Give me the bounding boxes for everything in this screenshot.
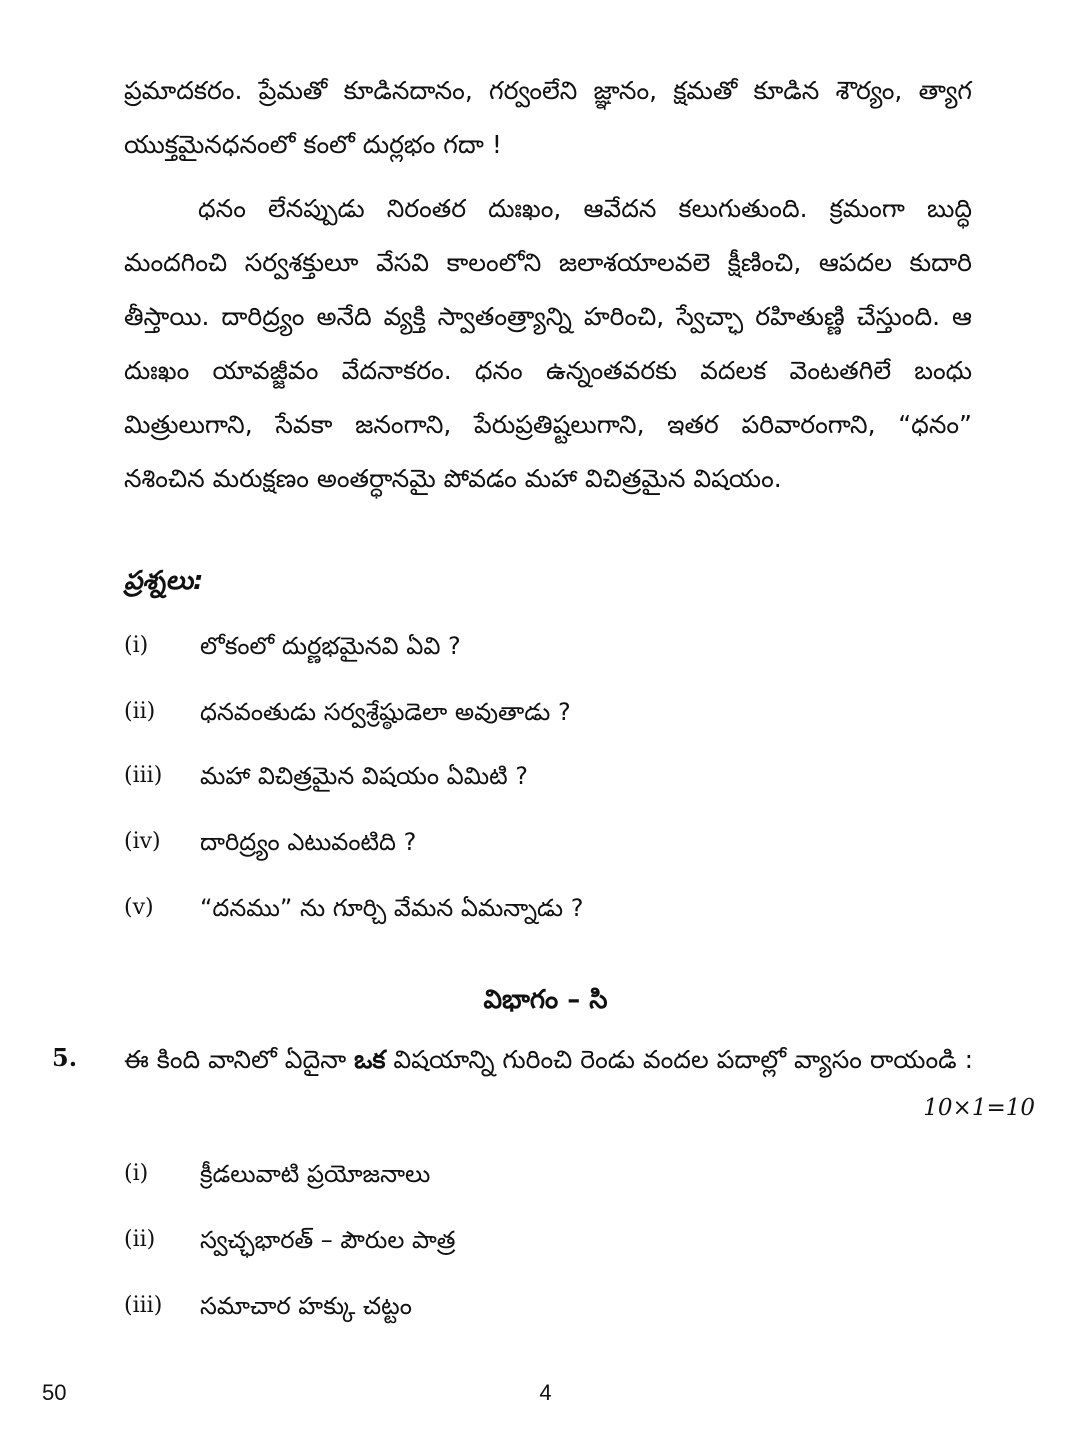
question-text: ధనవంతుడు సర్వశ్రేష్ఠుడెలా అవుతాడు ? [200,698,571,726]
passage-paragraph-2: ధనం లేనప్పుడు నిరంతర దుఃఖం, ఆవేదన కలుగుతుంది. క్రమంగా బుద్ధి మందగించి సర్వశక్తులూ వేసవి కాలంలోని జలాశయాలవలె క్షీణించి, ఆపదల కుదారి తీస్తాయి. దారిద్ర్యం అనేది వ్యక్తి స్వాతంత్ర్యాన్ని హరించి, స్వేచ్ఛా రహితుణ్ణి చేస్తుంది. ఆ దుఃఖం యావజ్జీవం వేదనాకరం. ధనం ఉన్నంతవరకు వదలక వెంటతగిలే బంధు మిత్రులుగాని, సేవకా జనంగాని, పేరుప్రతిష్టలుగాని, ఇతర పరివారంగాని, “ధనం” నశించిన మరుక్షణం అంతర్ధానమై పోవడం మహా విచిత్రమైన విషయం. [124,194,972,493]
option-number: (ii) [124,1227,156,1252]
question-5-number: 5. [52,1043,78,1072]
question-item [124,822,984,862]
question-5-marks: 10×1=10 [923,1095,1035,1121]
question-item [124,756,984,796]
question-5-text-after: విషయాన్ని గురించి రెండు వందల పదాల్లో వ్యాసం రాయండి : [385,1045,974,1074]
section-title: విభాగం – సి [483,985,608,1015]
option-text: స్వచ్ఛభారత్ – పౌరుల పాత్ర [200,1226,456,1254]
question-item [124,888,984,928]
question-number: (iii) [124,763,163,788]
questions-heading: ప్రశ్నలు: [124,566,204,596]
essay-option [124,1220,984,1260]
paper-code: 50 [42,1380,67,1405]
question-text: దారిద్ర్యం ఎటువంటిది ? [200,828,417,856]
question-number: (v) [124,895,154,920]
question-5-text-bold: ఒక [354,1045,386,1074]
question-number: (ii) [124,699,156,724]
option-text: సమాచార హక్కు చట్టం [200,1292,412,1320]
passage-paragraph-1: ప్రమాదకరం. ప్రేమతో కూడినదానం, గర్వంలేని జ్ఞానం, క్షమతో కూడిన శౌర్యం, త్యాగ యుక్తమైనధనంలో కంలో దుర్లభం గదా ! [124,76,972,159]
question-number: (iv) [124,829,161,854]
option-number: (i) [124,1161,149,1186]
question-5-text-before: ఈ కింది వానిలో ఏదైనా [124,1045,355,1074]
page-number: 4 [539,1380,552,1405]
question-5-text [124,1036,974,1084]
essay-option [124,1286,984,1326]
question-text: మహా విచిత్రమైన విషయం ఏమిటి ? [200,762,528,790]
question-text: లోకంలో దుర్ణభమైనవి ఏవి ? [200,632,461,660]
question-text: “దనము” ను గూర్చి వేమన ఏమన్నాడు ? [200,894,584,922]
question-item [124,626,984,666]
question-number: (i) [124,633,149,658]
question-item [124,692,984,732]
option-text: క్రీడలువాటి ప్రయోజనాలు [200,1160,431,1188]
essay-option [124,1154,984,1194]
option-number: (iii) [124,1293,163,1318]
